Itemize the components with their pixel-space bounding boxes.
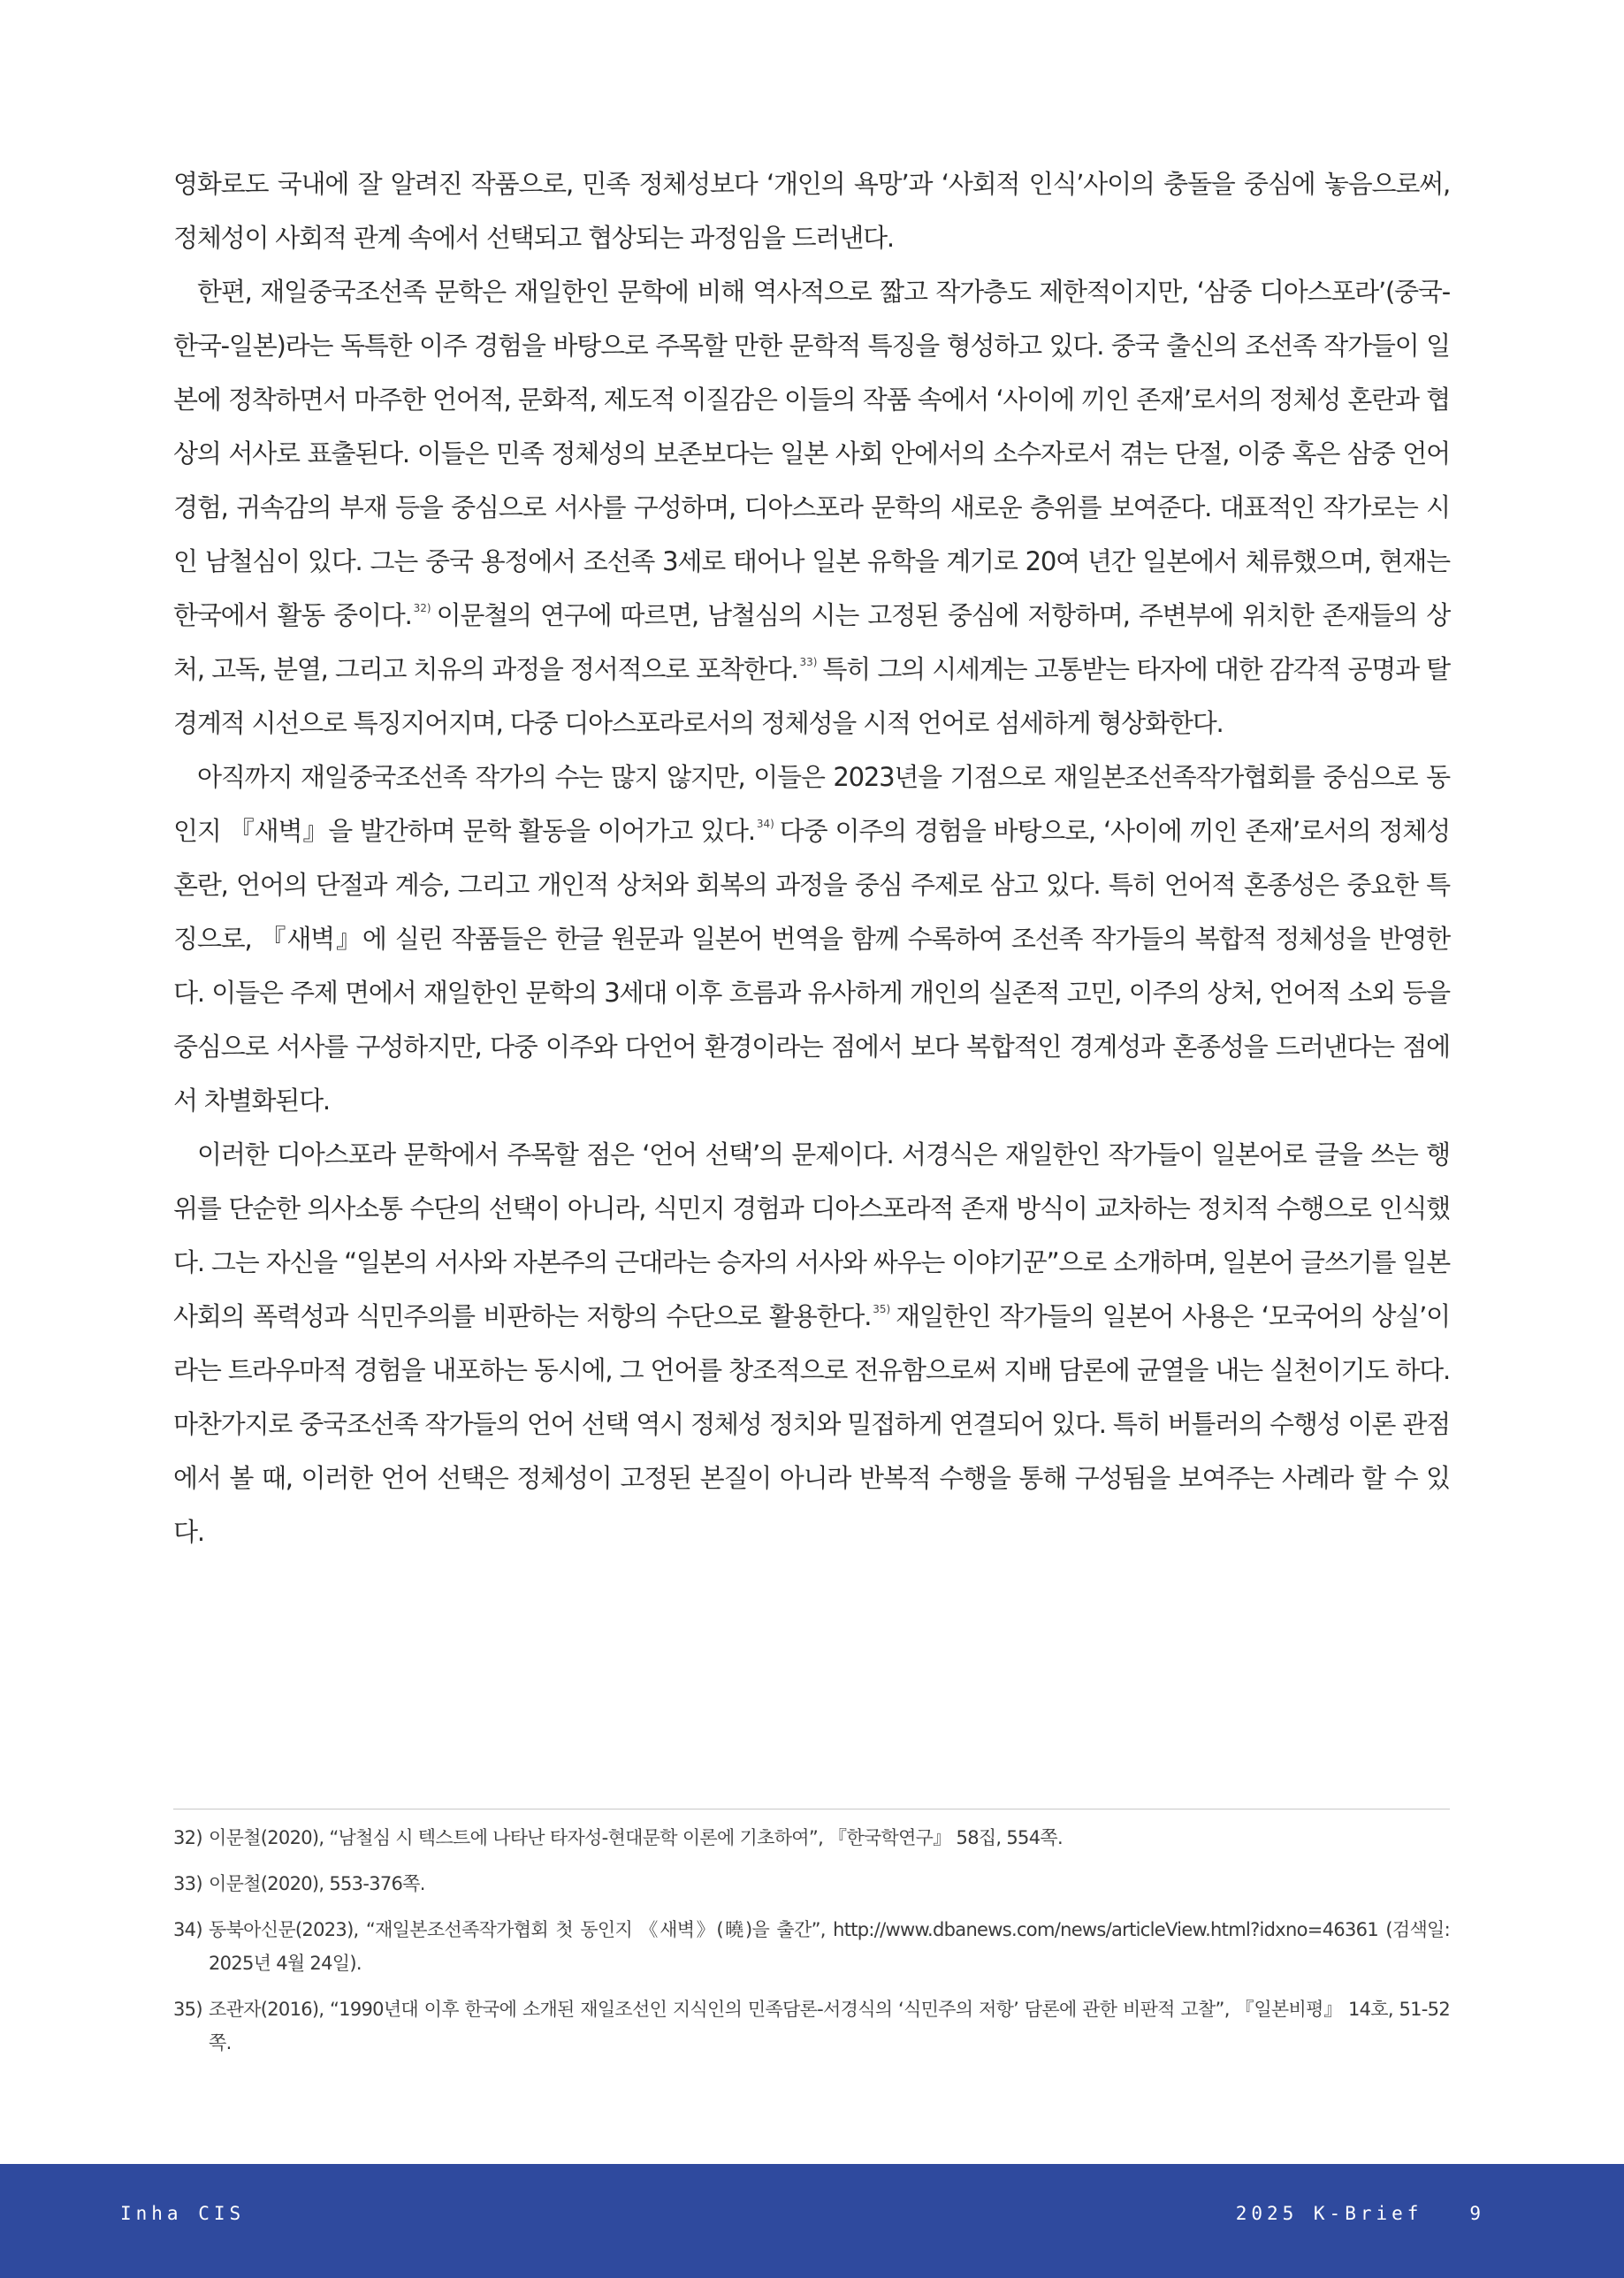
- footnote-item: [173, 1821, 1450, 1855]
- footnote-text: 조관자(2016), “1990년대 이후 한국에 소개된 재일조선인 지식인의 민족담론-서경식의 ‘식민주의 저항’ 담론에 관한 비판적 고찰”, 『일본비평』 14호, 51-52쪽.: [209, 1999, 1450, 2053]
- footnote-item: [173, 1867, 1450, 1901]
- footnote-ref-35[interactable]: 35): [873, 1303, 891, 1315]
- footnote-ref-33[interactable]: 33): [799, 656, 818, 668]
- paragraph-3: [173, 750, 1450, 1128]
- footnote-number: 32): [173, 1827, 202, 1848]
- footer-series: 2025 K-Brief: [1235, 2203, 1423, 2224]
- footnote-number: 34): [173, 1919, 202, 1940]
- footnote-item: [173, 1992, 1450, 2060]
- footnote-number: 33): [173, 1873, 202, 1894]
- paragraph-text: 이문철의 연구에 따르면, 남철심의 시는 고정된 중심에 저항하며, 주변부에 위치한 존재들의 상처, 고독, 분열, 그리고 치유의 과정을 정서적으로 포착한다.: [173, 600, 1451, 684]
- page-number: 9: [1469, 2203, 1485, 2224]
- paragraph-text: 영화로도 국내에 잘 알려진 작품으로, 민족 정체성보다 ‘개인의 욕망’과 ‘사회적 인식’사이의 충돌을 중심에 놓음으로써, 정체성이 사회적 관계 속에서 선택되고 협상되는 과정임을 드러낸다.: [173, 169, 1450, 253]
- paragraph-text: 다중 이주의 경험을 바탕으로, ‘사이에 끼인 존재’로서의 정체성 혼란, 언어의 단절과 계승, 그리고 개인적 상처와 회복의 과정을 중심 주제로 삼고 있다. 특히 언어적 혼종성은 중요한 특징으로, 『새벽』에 실린 작품들은 한글 원문과 일본어 번역을 함께 수록하여 조선족 작가들의 복합적 정체성을 반영한다. 이들은 주제 면에서 재일한인 문학의 3세대 이후 흐름과 유사하게 개인의 실존적 고민, 이주의 상처, 언어적 소외 등을 중심으로 서사를 구성하지만, 다중 이주와 다언어 환경이라는 점에서 보다 복합적인 경계성과 혼종성을 드러낸다는 점에서 차별화된다.: [173, 816, 1450, 1116]
- paragraph-2: [173, 265, 1450, 750]
- footnote-ref-34[interactable]: 34): [756, 818, 774, 830]
- footnote-ref-32[interactable]: 32): [413, 602, 431, 614]
- footnote-number: 35): [173, 1999, 202, 2020]
- footnotes: [173, 1821, 1450, 2072]
- footer-publisher: Inha CIS: [120, 2203, 246, 2224]
- footnote-text: 동북아신문(2023), “재일본조선족작가협회 첫 동인지 《새벽》(曉)을 출간”, http://www.dbanews.com/news/articleView.html?idxno=46361 (검색일: 2025년 4월 24일).: [209, 1919, 1450, 1974]
- footnote-item: [173, 1913, 1450, 1980]
- footer-spacer: [1422, 2203, 1469, 2224]
- paragraph-text: 한편, 재일중국조선족 문학은 재일한인 문학에 비해 역사적으로 짧고 작가층도 제한적이지만, ‘삼중 디아스포라’(중국-한국-일본)라는 독특한 이주 경험을 바탕으로 주목할 만한 문학적 특징을 형성하고 있다. 중국 출신의 조선족 작가들이 일본에 정착하면서 마주한 언어적, 문화적, 제도적 이질감은 이들의 작품 속에서 ‘사이에 끼인 존재’로서의 정체성 혼란과 협상의 서사로 표출된다. 이들은 민족 정체성의 보존보다는 일본 사회 안에서의 소수자로서 겪는 단절, 이중 혹은 삼중 언어 경험, 귀속감의 부재 등을 중심으로 서사를 구성하며, 디아스포라 문학의 새로운 층위를 보여준다. 대표적인 작가로는 시인 남철심이 있다. 그는 중국 용정에서 조선족 3세로 태어나 일본 유학을 계기로 20여 년간 일본에서 체류했으며, 현재는 한국에서 활동 중이다.: [173, 277, 1450, 630]
- paragraph-4: [173, 1128, 1450, 1559]
- paragraph-1: [173, 157, 1450, 265]
- paragraph-text: 이러한 디아스포라 문학에서 주목할 점은 ‘언어 선택’의 문제이다. 서경식은 재일한인 작가들이 일본어로 글을 쓰는 행위를 단순한 의사소통 수단의 선택이 아니라, 식민지 경험과 디아스포라적 존재 방식이 교차하는 정치적 수행으로 인식했다. 그는 자신을 “일본의 서사와 자본주의 근대라는 승자의 서사와 싸우는 이야기꾼”으로 소개하며, 일본어 글쓰기를 일본 사회의 폭력성과 식민주의를 비판하는 저항의 수단으로 활용한다.: [173, 1139, 1450, 1331]
- footer-title: [1236, 2203, 1485, 2224]
- paragraph-text: 아직까지 재일중국조선족 작가의 수는 많지 않지만, 이들은 2023년을 기점으로 재일본조선족작가협회를 중심으로 동인지 『새벽』을 발간하며 문학 활동을 이어가고 있다.: [173, 762, 1450, 846]
- paragraph-text: 재일한인 작가들의 일본어 사용은 ‘모국어의 상실’이라는 트라우마적 경험을 내포하는 동시에, 그 언어를 창조적으로 전유함으로써 지배 담론에 균열을 내는 실천이기도 하다. 마찬가지로 중국조선족 작가들의 언어 선택 역시 정체성 정치와 밀접하게 연결되어 있다. 특히 버틀러의 수행성 이론 관점에서 볼 때, 이러한 언어 선택은 정체성이 고정된 본질이 아니라 반복적 수행을 통해 구성됨을 보여주는 사례라 할 수 있다.: [173, 1301, 1450, 1547]
- footnote-text: 이문철(2020), “남철심 시 텍스트에 나타난 타자성-현대문학 이론에 기초하여”, 『한국학연구』 58집, 554쪽.: [209, 1827, 1063, 1848]
- body-text: [173, 157, 1450, 1559]
- footnote-text: 이문철(2020), 553-376쪽.: [209, 1873, 425, 1894]
- page-footer: [0, 2164, 1624, 2278]
- paragraph-text: 특히 그의 시세계는 고통받는 타자에 대한 감각적 공명과 탈경계적 시선으로 특징지어지며, 다중 디아스포라로서의 정체성을 시적 언어로 섬세하게 형상화한다.: [173, 654, 1450, 738]
